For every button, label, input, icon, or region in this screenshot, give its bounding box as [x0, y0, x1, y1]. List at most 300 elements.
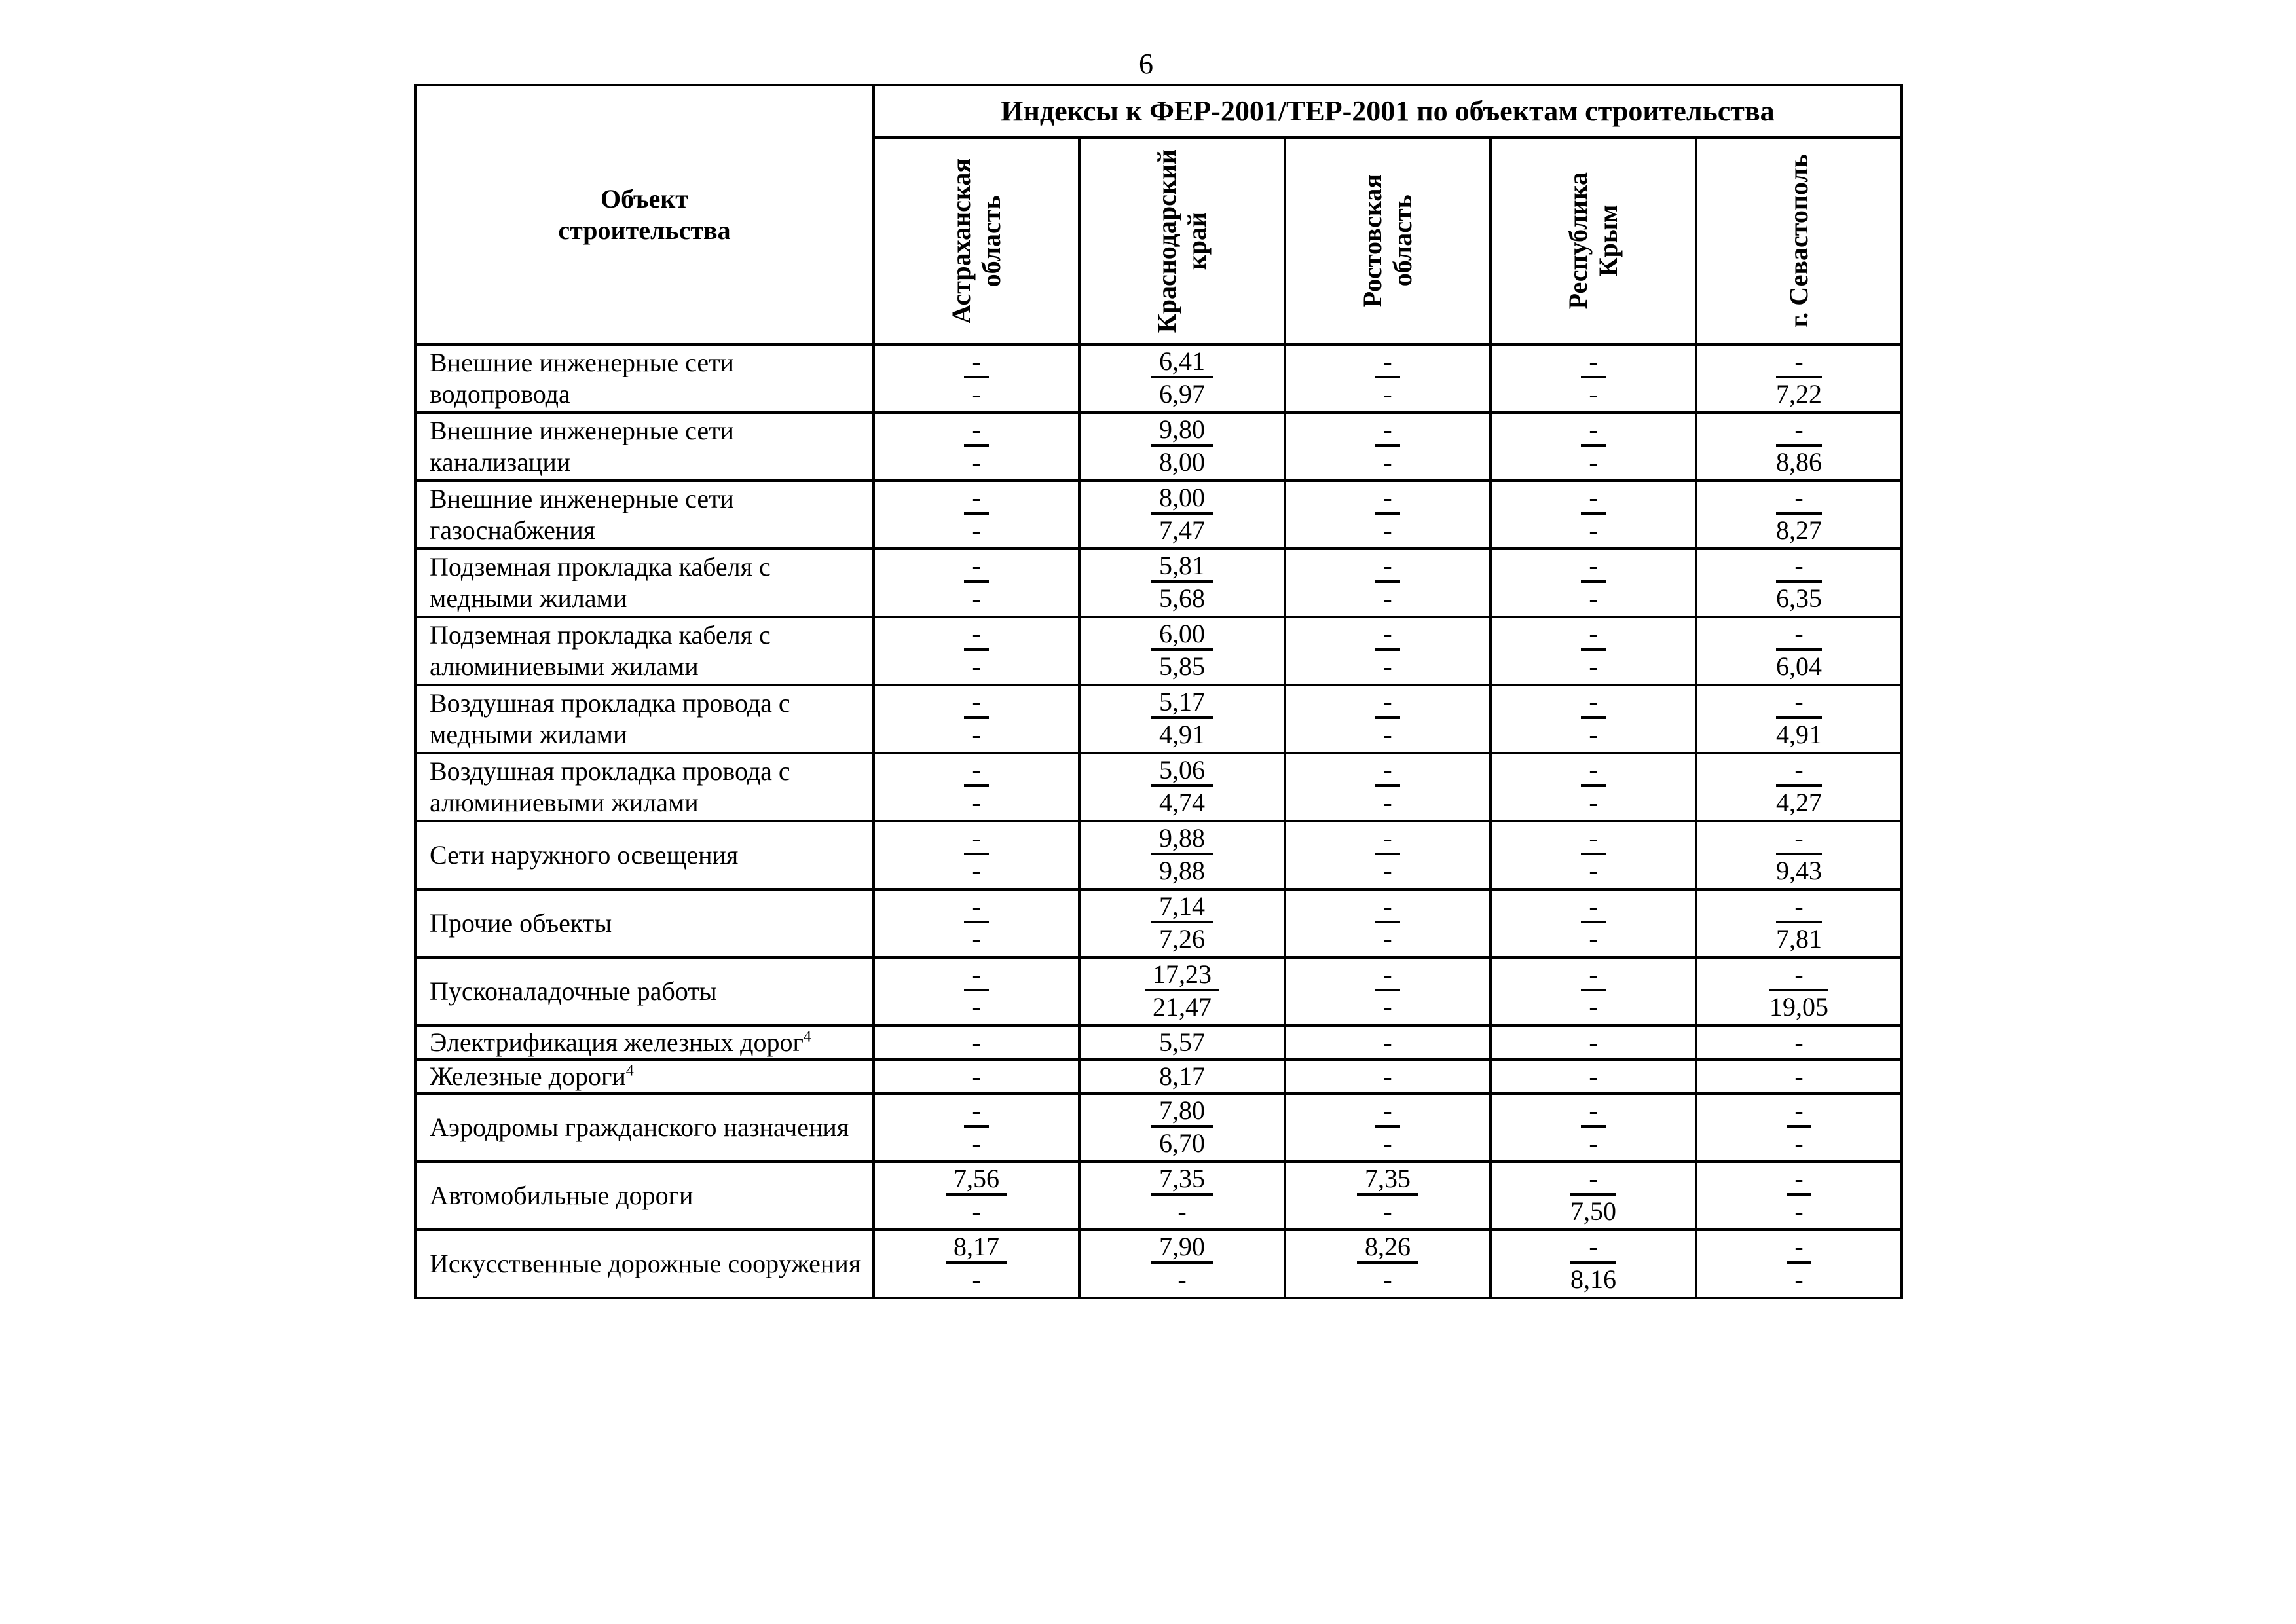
- index-denominator: -: [1383, 379, 1392, 409]
- index-denominator: 7,50: [1570, 1196, 1616, 1226]
- index-value: -: [1589, 1027, 1598, 1057]
- index-numerator: -: [964, 483, 988, 515]
- index-denominator: 4,91: [1776, 720, 1822, 749]
- index-denominator: 7,81: [1776, 924, 1822, 953]
- index-fraction: [964, 415, 988, 478]
- region-header-rostov: [1285, 138, 1491, 344]
- index-denominator: 6,04: [1776, 652, 1822, 681]
- index-numerator: -: [1581, 824, 1605, 855]
- index-numerator: -: [1787, 1232, 1811, 1264]
- index-cell: [1491, 685, 1696, 753]
- index-fraction: [1776, 483, 1822, 546]
- index-fraction: [1357, 1164, 1418, 1227]
- index-fraction: [964, 483, 988, 546]
- index-cell: [874, 344, 1079, 413]
- index-denominator: 19,05: [1769, 992, 1828, 1022]
- index-numerator: -: [1776, 756, 1822, 787]
- index-cell: [1285, 1094, 1491, 1162]
- index-denominator: -: [1794, 1264, 1804, 1294]
- object-column-header: [415, 85, 874, 344]
- index-numerator: -: [1581, 960, 1605, 991]
- index-cell: [1696, 957, 1902, 1025]
- index-cell: [874, 753, 1079, 821]
- index-fraction: [1787, 1096, 1811, 1159]
- index-denominator: -: [1589, 1128, 1598, 1158]
- index-numerator: -: [1776, 551, 1822, 583]
- index-cell: [874, 413, 1079, 481]
- index-fraction: [1776, 756, 1822, 819]
- index-cell: [1079, 1025, 1285, 1060]
- index-denominator: -: [1177, 1264, 1187, 1294]
- index-numerator: 17,23: [1145, 960, 1219, 991]
- index-cell: [874, 617, 1079, 685]
- footnote-marker: 4: [625, 1062, 634, 1080]
- region-label: Краснодарский край: [1152, 149, 1212, 333]
- index-cell: [1696, 344, 1902, 413]
- index-denominator: -: [1794, 1196, 1804, 1226]
- index-numerator: -: [1581, 756, 1605, 787]
- index-numerator: -: [964, 551, 988, 583]
- index-fraction: [964, 892, 988, 955]
- object-name-cell: [415, 685, 874, 753]
- index-value: -: [1383, 1061, 1392, 1091]
- index-fraction: [1375, 483, 1399, 546]
- index-numerator: -: [1570, 1164, 1616, 1196]
- index-fraction: [1570, 1232, 1616, 1295]
- index-numerator: -: [1375, 824, 1399, 855]
- index-fraction: [1776, 347, 1822, 410]
- object-name-cell: [415, 821, 874, 889]
- index-cell: [1696, 549, 1902, 617]
- index-cell: [1491, 889, 1696, 957]
- object-name-cell: [415, 1230, 874, 1298]
- table-row: [415, 481, 1902, 549]
- table-row: [415, 1025, 1902, 1060]
- object-name: Прочие объекты: [430, 908, 612, 938]
- index-denominator: 8,27: [1776, 515, 1822, 545]
- index-numerator: 7,56: [946, 1164, 1007, 1196]
- index-fraction: [1375, 756, 1399, 819]
- object-name-cell: [415, 753, 874, 821]
- index-denominator: -: [1589, 992, 1598, 1022]
- index-numerator: 7,35: [1357, 1164, 1418, 1196]
- index-numerator: 7,90: [1151, 1232, 1213, 1264]
- index-fraction: [1581, 1096, 1605, 1159]
- index-denominator: -: [972, 447, 981, 477]
- index-numerator: 7,35: [1151, 1164, 1213, 1196]
- index-cell: [874, 685, 1079, 753]
- index-numerator: -: [1570, 1232, 1616, 1264]
- index-numerator: -: [964, 619, 988, 651]
- index-fraction: [1787, 1232, 1811, 1295]
- index-cell: [1696, 1162, 1902, 1230]
- index-fraction: [1375, 619, 1399, 682]
- table-row: [415, 753, 1902, 821]
- index-numerator: 9,80: [1151, 415, 1213, 447]
- index-denominator: 7,26: [1159, 924, 1205, 953]
- index-numerator: -: [1581, 415, 1605, 447]
- object-name: Подземная прокладка кабеля с алюминиевыми жилами: [430, 620, 771, 681]
- index-denominator: 8,00: [1159, 447, 1205, 477]
- object-name: Воздушная прокладка провода с алюминиевыми жилами: [430, 756, 790, 817]
- index-fraction: [1151, 1232, 1213, 1295]
- index-numerator: -: [1375, 347, 1399, 378]
- index-cell: [1079, 1094, 1285, 1162]
- index-fraction: [1375, 415, 1399, 478]
- index-fraction: [1581, 756, 1605, 819]
- index-numerator: -: [964, 688, 988, 719]
- index-cell: [1696, 685, 1902, 753]
- index-cell: [1079, 685, 1285, 753]
- index-denominator: -: [972, 1128, 981, 1158]
- index-cell: [1491, 753, 1696, 821]
- index-fraction: [964, 551, 988, 614]
- index-denominator: 8,16: [1570, 1264, 1616, 1294]
- object-name-cell: [415, 1094, 874, 1162]
- index-fraction: [1145, 960, 1219, 1023]
- index-cell: [1285, 1162, 1491, 1230]
- index-cell: [1285, 1060, 1491, 1094]
- index-numerator: -: [964, 892, 988, 923]
- index-numerator: -: [1375, 619, 1399, 651]
- index-denominator: -: [1589, 379, 1598, 409]
- region-label: Республика Крым: [1563, 172, 1623, 310]
- index-fraction: [1776, 619, 1822, 682]
- index-fraction: [1776, 551, 1822, 614]
- footnote-marker: 4: [803, 1028, 811, 1046]
- index-fraction: [1581, 824, 1605, 887]
- index-fraction: [1581, 892, 1605, 955]
- index-fraction: [1581, 619, 1605, 682]
- index-cell: [1079, 413, 1285, 481]
- index-fraction: [964, 824, 988, 887]
- object-name-cell: [415, 344, 874, 413]
- index-fraction: [964, 347, 988, 410]
- index-fraction: [1581, 415, 1605, 478]
- index-denominator: -: [972, 856, 981, 885]
- index-numerator: -: [1787, 1164, 1811, 1196]
- index-cell: [874, 1230, 1079, 1298]
- index-fraction: [1769, 960, 1828, 1023]
- object-name: Аэродромы гражданского назначения: [430, 1113, 849, 1142]
- object-name: Подземная прокладка кабеля с медными жилами: [430, 552, 771, 613]
- object-name-cell: [415, 957, 874, 1025]
- index-denominator: -: [1589, 856, 1598, 885]
- index-denominator: 6,97: [1159, 379, 1205, 409]
- object-name-cell: [415, 413, 874, 481]
- index-fraction: [946, 1232, 1007, 1295]
- index-fraction: [1151, 483, 1213, 546]
- index-cell: [874, 957, 1079, 1025]
- index-denominator: -: [972, 1196, 981, 1226]
- index-cell: [1285, 344, 1491, 413]
- index-value: -: [1383, 1027, 1392, 1057]
- index-cell: [1285, 889, 1491, 957]
- index-fraction: [1375, 960, 1399, 1023]
- index-cell: [1079, 1060, 1285, 1094]
- index-numerator: -: [1375, 892, 1399, 923]
- index-denominator: 9,88: [1159, 856, 1205, 885]
- index-cell: [874, 549, 1079, 617]
- index-numerator: 5,17: [1151, 688, 1213, 719]
- index-denominator: 9,43: [1776, 856, 1822, 885]
- index-value: -: [1794, 1027, 1804, 1057]
- index-denominator: -: [972, 583, 981, 613]
- index-fraction: [946, 1164, 1007, 1227]
- region-header-krasnodar: [1079, 138, 1285, 344]
- index-denominator: -: [972, 515, 981, 545]
- index-fraction: [1570, 1164, 1616, 1227]
- index-cell: [1285, 821, 1491, 889]
- index-cell: [1491, 481, 1696, 549]
- index-denominator: -: [1794, 1128, 1804, 1158]
- index-numerator: -: [964, 756, 988, 787]
- table-row: [415, 549, 1902, 617]
- index-denominator: -: [1589, 924, 1598, 953]
- table-row: [415, 889, 1902, 957]
- index-numerator: -: [1375, 960, 1399, 991]
- index-denominator: -: [1589, 583, 1598, 613]
- index-value: 5,57: [1159, 1027, 1205, 1057]
- indices-table: [414, 84, 1903, 1299]
- table-row: [415, 821, 1902, 889]
- index-cell: [1079, 957, 1285, 1025]
- index-fraction: [1151, 415, 1213, 478]
- index-denominator: 7,22: [1776, 379, 1822, 409]
- index-numerator: -: [1581, 483, 1605, 515]
- index-cell: [1696, 1230, 1902, 1298]
- index-numerator: -: [1581, 551, 1605, 583]
- index-numerator: -: [1375, 1096, 1399, 1128]
- index-numerator: -: [1581, 619, 1605, 651]
- index-numerator: -: [1375, 551, 1399, 583]
- index-cell: [1079, 549, 1285, 617]
- index-fraction: [1357, 1232, 1418, 1295]
- index-value: -: [972, 1027, 981, 1057]
- index-cell: [1079, 889, 1285, 957]
- index-denominator: 5,85: [1159, 652, 1205, 681]
- index-denominator: 8,86: [1776, 447, 1822, 477]
- index-denominator: 6,70: [1159, 1128, 1205, 1158]
- region-header-sevastopol: [1696, 138, 1902, 344]
- index-fraction: [964, 1096, 988, 1159]
- index-cell: [1491, 549, 1696, 617]
- index-cell: [1079, 1230, 1285, 1298]
- index-denominator: -: [1383, 652, 1392, 681]
- table-row: [415, 1230, 1902, 1298]
- index-denominator: -: [1383, 515, 1392, 545]
- index-fraction: [1151, 1164, 1213, 1227]
- region-label: Ростовская область: [1358, 174, 1417, 308]
- index-cell: [1696, 821, 1902, 889]
- object-name: Воздушная прокладка провода с медными жилами: [430, 688, 790, 749]
- object-name: Внешние инженерные сети водопровода: [430, 348, 734, 409]
- index-cell: [1285, 685, 1491, 753]
- index-cell: [1491, 344, 1696, 413]
- index-cell: [874, 481, 1079, 549]
- object-name-cell: [415, 481, 874, 549]
- index-cell: [1079, 617, 1285, 685]
- region-label: г. Севастополь: [1784, 154, 1813, 328]
- index-fraction: [1151, 892, 1213, 955]
- index-fraction: [964, 619, 988, 682]
- page-number: 6: [1139, 48, 1153, 80]
- index-denominator: 21,47: [1153, 992, 1212, 1022]
- index-numerator: -: [1581, 892, 1605, 923]
- index-cell: [1696, 481, 1902, 549]
- index-numerator: 6,00: [1151, 619, 1213, 651]
- table-row: [415, 685, 1902, 753]
- index-numerator: -: [1581, 1096, 1605, 1128]
- index-cell: [874, 1094, 1079, 1162]
- index-fraction: [1375, 1096, 1399, 1159]
- index-fraction: [1151, 551, 1213, 614]
- index-cell: [1491, 957, 1696, 1025]
- object-name: Автомобильные дороги: [430, 1181, 694, 1210]
- index-fraction: [1375, 688, 1399, 750]
- index-cell: [1285, 617, 1491, 685]
- index-fraction: [1581, 960, 1605, 1023]
- index-cell: [874, 1060, 1079, 1094]
- index-fraction: [1375, 892, 1399, 955]
- region-header-crimea: [1491, 138, 1696, 344]
- index-denominator: 5,68: [1159, 583, 1205, 613]
- index-cell: [1079, 821, 1285, 889]
- object-name: Сети наружного освещения: [430, 840, 739, 870]
- object-name-cell: [415, 617, 874, 685]
- index-numerator: -: [1776, 347, 1822, 378]
- index-numerator: -: [1787, 1096, 1811, 1128]
- index-cell: [1491, 1162, 1696, 1230]
- object-name-cell: [415, 889, 874, 957]
- index-cell: [874, 821, 1079, 889]
- table-row: [415, 957, 1902, 1025]
- index-numerator: -: [1375, 688, 1399, 719]
- object-column-label: Объект строительства: [558, 184, 731, 245]
- index-denominator: -: [972, 788, 981, 817]
- index-numerator: -: [1581, 688, 1605, 719]
- index-cell: [1079, 753, 1285, 821]
- index-numerator: -: [1769, 960, 1828, 991]
- index-cell: [1491, 1094, 1696, 1162]
- index-cell: [1285, 481, 1491, 549]
- index-fraction: [1581, 551, 1605, 614]
- index-denominator: -: [1589, 720, 1598, 749]
- index-denominator: -: [972, 720, 981, 749]
- index-numerator: -: [1375, 415, 1399, 447]
- table-body: [415, 344, 1902, 1298]
- index-denominator: -: [972, 652, 981, 681]
- index-denominator: 4,74: [1159, 788, 1205, 817]
- index-numerator: 7,14: [1151, 892, 1213, 923]
- index-numerator: -: [1375, 483, 1399, 515]
- index-fraction: [1776, 892, 1822, 955]
- index-cell: [874, 889, 1079, 957]
- index-denominator: -: [972, 1264, 981, 1294]
- object-name-cell: [415, 1060, 874, 1094]
- index-cell: [1491, 1230, 1696, 1298]
- index-denominator: -: [1177, 1196, 1187, 1226]
- header-row-title: [415, 85, 1902, 138]
- index-fraction: [964, 960, 988, 1023]
- index-numerator: 8,26: [1357, 1232, 1418, 1264]
- index-fraction: [964, 756, 988, 819]
- index-denominator: 4,27: [1776, 788, 1822, 817]
- index-denominator: -: [1383, 924, 1392, 953]
- object-name-cell: [415, 549, 874, 617]
- index-cell: [1491, 1060, 1696, 1094]
- index-numerator: -: [1776, 824, 1822, 855]
- index-numerator: -: [1776, 483, 1822, 515]
- index-cell: [1696, 1094, 1902, 1162]
- index-denominator: -: [972, 992, 981, 1022]
- table-row: [415, 413, 1902, 481]
- index-denominator: -: [972, 924, 981, 953]
- index-numerator: -: [964, 1096, 988, 1128]
- index-numerator: 5,81: [1151, 551, 1213, 583]
- index-fraction: [1581, 483, 1605, 546]
- index-cell: [1079, 344, 1285, 413]
- index-fraction: [1581, 347, 1605, 410]
- index-cell: [1696, 889, 1902, 957]
- index-numerator: 9,88: [1151, 824, 1213, 855]
- index-fraction: [1151, 1096, 1213, 1159]
- index-value: -: [1589, 1061, 1598, 1091]
- index-denominator: -: [1383, 992, 1392, 1022]
- index-fraction: [1375, 824, 1399, 887]
- index-denominator: -: [1589, 447, 1598, 477]
- index-fraction: [1151, 824, 1213, 887]
- index-denominator: 7,47: [1159, 515, 1205, 545]
- index-cell: [1079, 1162, 1285, 1230]
- index-denominator: -: [972, 379, 981, 409]
- indices-title: Индексы к ФЕР-2001/ТЕР-2001 по объектам строительства: [874, 85, 1902, 138]
- index-cell: [1696, 413, 1902, 481]
- table-row: [415, 1094, 1902, 1162]
- index-cell: [1285, 957, 1491, 1025]
- index-fraction: [1776, 415, 1822, 478]
- index-fraction: [1787, 1164, 1811, 1227]
- index-fraction: [1776, 688, 1822, 750]
- index-numerator: -: [1776, 892, 1822, 923]
- index-cell: [1696, 617, 1902, 685]
- index-cell: [1285, 1025, 1491, 1060]
- index-fraction: [1375, 347, 1399, 410]
- index-cell: [1079, 481, 1285, 549]
- index-cell: [1491, 1025, 1696, 1060]
- index-denominator: 6,35: [1776, 583, 1822, 613]
- index-denominator: -: [1383, 1128, 1392, 1158]
- index-cell: [1285, 753, 1491, 821]
- object-name: Электрификация железных дорог: [430, 1027, 804, 1057]
- index-cell: [1491, 413, 1696, 481]
- index-fraction: [1151, 347, 1213, 410]
- object-name: Пусконаладочные работы: [430, 976, 717, 1006]
- index-numerator: -: [1375, 756, 1399, 787]
- table-row: [415, 1162, 1902, 1230]
- index-cell: [1696, 1060, 1902, 1094]
- index-fraction: [1151, 619, 1213, 682]
- index-fraction: [1776, 824, 1822, 887]
- index-numerator: -: [964, 415, 988, 447]
- table-row: [415, 617, 1902, 685]
- index-denominator: -: [1383, 720, 1392, 749]
- index-cell: [874, 1025, 1079, 1060]
- index-denominator: -: [1383, 447, 1392, 477]
- object-name-cell: [415, 1162, 874, 1230]
- table-row: [415, 1060, 1902, 1094]
- index-cell: [1491, 821, 1696, 889]
